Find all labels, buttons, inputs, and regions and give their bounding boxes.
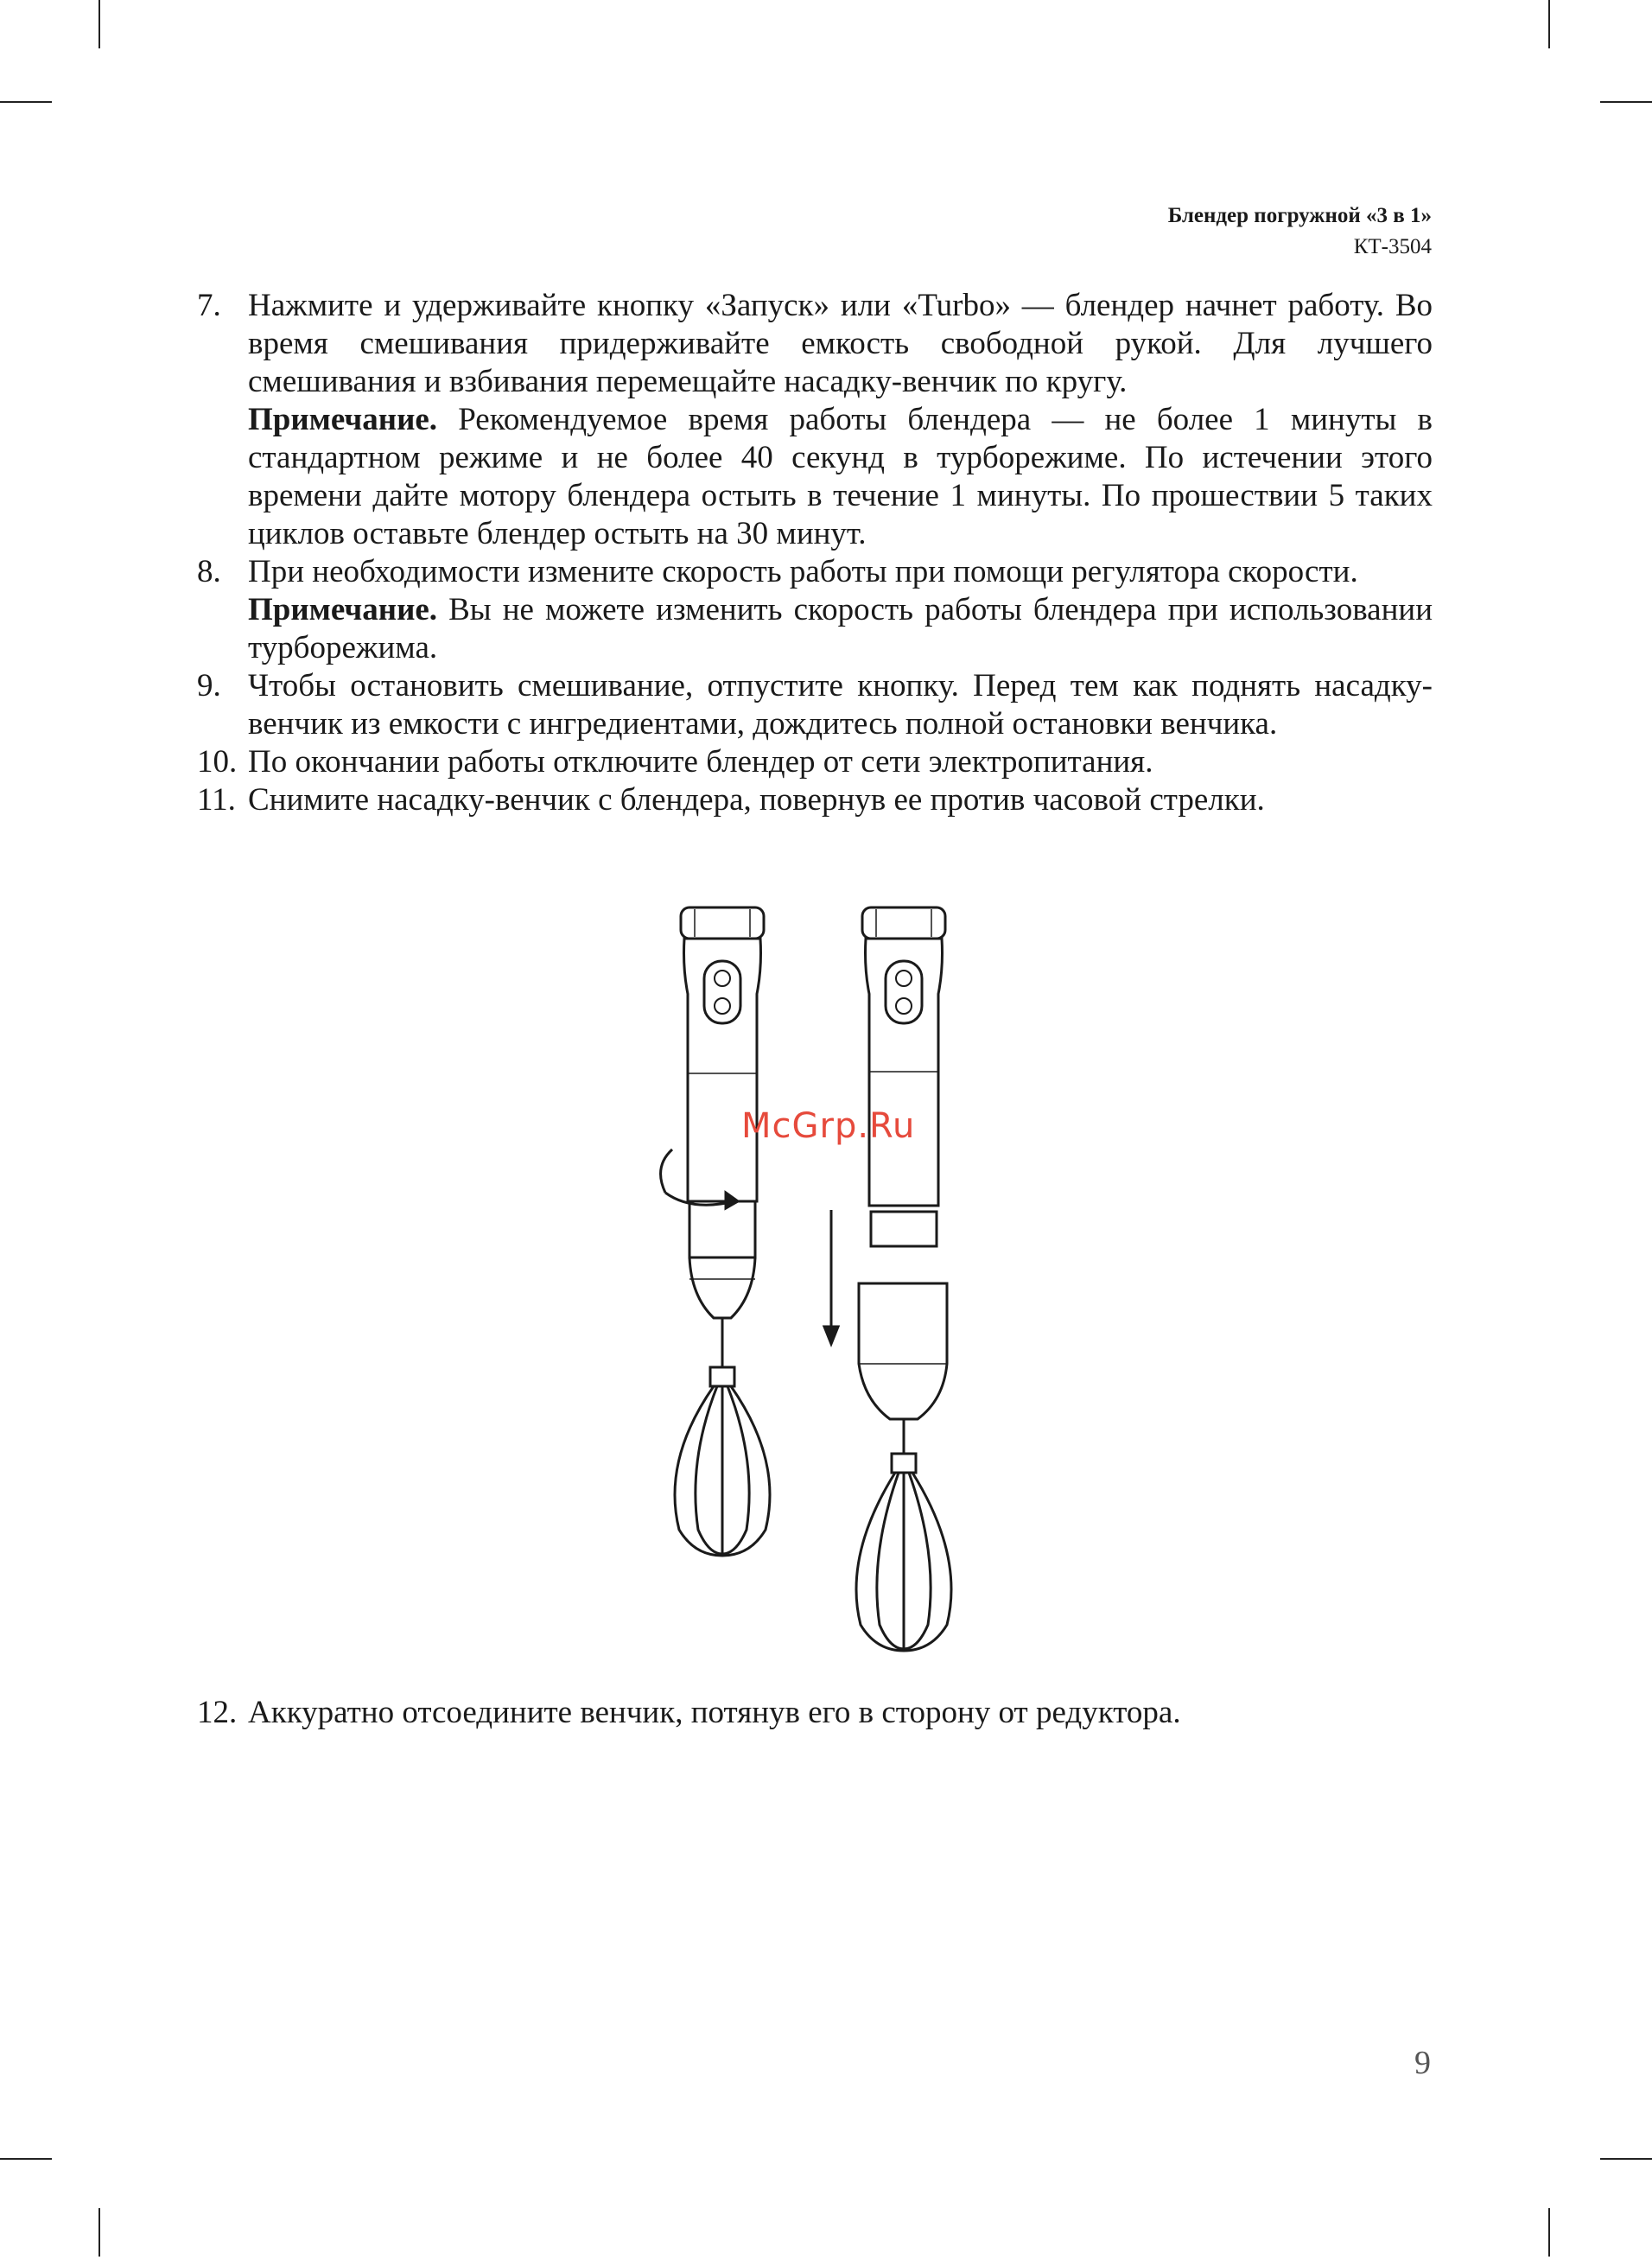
item-number: 7.: [197, 288, 221, 323]
crop-mark: [1600, 2158, 1652, 2160]
header-model: КТ-3504: [1353, 235, 1432, 258]
crop-mark: [1600, 101, 1652, 103]
separated-blender-drawing: [824, 907, 951, 1651]
instruction-list: [197, 287, 1433, 819]
item-number: 10.: [197, 744, 238, 780]
list-item: [197, 781, 1433, 819]
assembled-blender-drawing: [661, 907, 770, 1556]
crop-mark: [0, 101, 52, 103]
blender-whisk-removal-illustration: [605, 890, 1002, 1668]
turbo-button-icon: [896, 998, 912, 1014]
whisk-connector: [892, 1454, 916, 1473]
start-button-icon: [896, 971, 912, 986]
item-text: Чтобы остановить смешивание, отпустите кнопку. Перед тем как поднять насадку-венчик из емкости с ингредиентами, дождитесь полной остановки венчика.: [248, 668, 1433, 742]
whisk-connector: [710, 1367, 734, 1386]
note-label: Примечание.: [248, 402, 438, 437]
list-item: [197, 287, 1433, 553]
watermark: McGrp.Ru: [741, 1106, 916, 1146]
turbo-button-icon: [715, 998, 730, 1014]
crop-mark: [98, 2208, 100, 2257]
item-text: Аккуратно отсоедините венчик, потянув его в сторону от редуктора.: [248, 1695, 1181, 1730]
note-text: Рекомендуемое время работы блендера — не более 1 минуты в стандартном режиме и не более 40 секунд в турборежиме. По истечении этого времени дайте мотору блендера остыть в течение 1 минуты. По прошествии 5 таких циклов оставьте блендер остыть на 30 минут.: [248, 402, 1433, 551]
note-label: Примечание.: [248, 592, 438, 627]
item-number: 8.: [197, 554, 221, 589]
crop-mark: [98, 0, 100, 48]
item-text: Снимите насадку-венчик с блендера, повернув ее против часовой стрелки.: [248, 782, 1265, 818]
item-number: 9.: [197, 668, 221, 703]
item-note: [248, 591, 1433, 667]
crop-mark: [1548, 2208, 1550, 2257]
crop-mark: [1548, 0, 1550, 48]
crop-mark: [0, 2158, 52, 2160]
header-title: Блендер погружной «3 в 1»: [1167, 204, 1432, 227]
whisk-gearbox: [689, 1201, 755, 1257]
page-number: 9: [1414, 2045, 1431, 2081]
note-text: Вы не можете изменить скорость работы блендера при использовании турборежима.: [248, 592, 1433, 665]
motor-body: [684, 939, 761, 1201]
start-button-icon: [715, 971, 730, 986]
item-text: При необходимости измените скорость работы при помощи регулятора скорости.: [248, 554, 1358, 589]
list-item: [197, 553, 1433, 667]
item-text: Нажмите и удерживайте кнопку «Запуск» или «Turbo» — блендер начнет работу. Во время смешивания придерживайте емкость свободной рукой. Для лучшего смешивания и взбивания перемещайте насадку-венчик по кругу.: [248, 288, 1433, 399]
rotate-arrow-icon: [661, 1149, 672, 1193]
whisk-gearbox: [859, 1283, 947, 1419]
page-header: [1168, 201, 1432, 263]
motor-top-cap: [862, 907, 945, 939]
motor-top-cap: [681, 907, 764, 939]
motor-coupling: [871, 1212, 937, 1246]
item-text: По окончании работы отключите блендер от сети электропитания.: [248, 744, 1153, 780]
item-number: 11.: [197, 782, 236, 818]
list-item: [197, 1694, 1433, 1732]
item-note: [248, 401, 1433, 553]
list-item: [197, 667, 1433, 743]
item-number: 12.: [197, 1695, 238, 1730]
list-item: [197, 743, 1433, 781]
